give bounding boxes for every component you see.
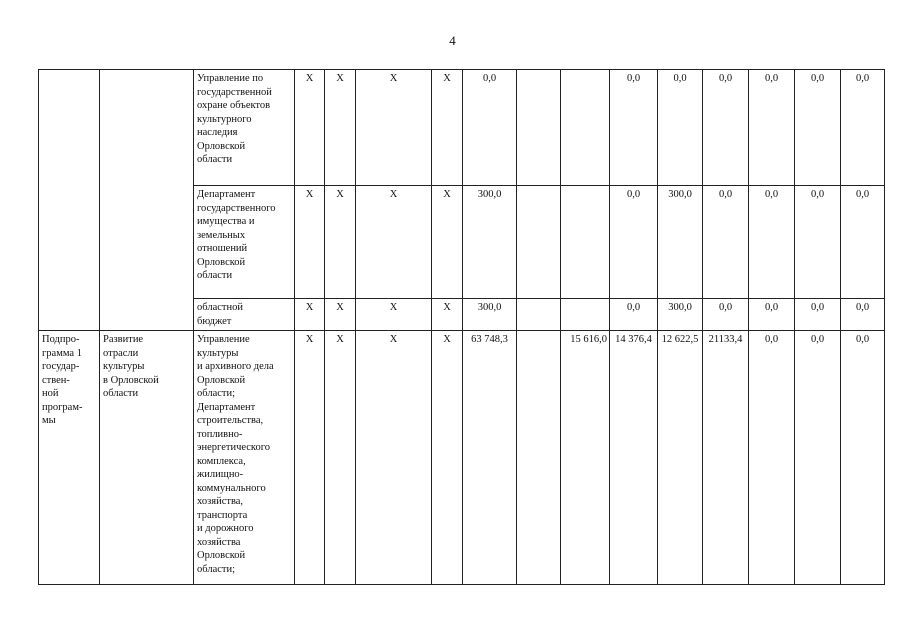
- value-cell: 0,0: [703, 186, 749, 299]
- value-cell: 14 376,4: [610, 331, 658, 585]
- value-cell: [517, 70, 561, 186]
- program-cell: [39, 70, 100, 331]
- executor-cell: областной бюджет: [194, 299, 295, 331]
- code-cell: X: [295, 331, 325, 585]
- value-cell: 0,0: [703, 70, 749, 186]
- value-cell: 0,0: [841, 331, 885, 585]
- code-cell: X: [325, 70, 356, 186]
- value-cell: 21133,4: [703, 331, 749, 585]
- value-cell: 0,0: [658, 70, 703, 186]
- value-cell: [561, 70, 610, 186]
- value-cell: 0,0: [749, 186, 795, 299]
- executor-cell: Департамент государственного имущества и земельных отношений Орловской области: [194, 186, 295, 299]
- code-cell: X: [325, 186, 356, 299]
- value-cell: 300,0: [658, 186, 703, 299]
- value-cell: 0,0: [749, 299, 795, 331]
- value-cell: 0,0: [795, 331, 841, 585]
- total-cell: 300,0: [463, 299, 517, 331]
- total-cell: 0,0: [463, 70, 517, 186]
- total-cell: 300,0: [463, 186, 517, 299]
- value-cell: 0,0: [841, 299, 885, 331]
- table-row: [39, 70, 885, 186]
- total-cell: 63 748,3: [463, 331, 517, 585]
- value-cell: [517, 331, 561, 585]
- value-cell: 300,0: [658, 299, 703, 331]
- value-cell: 0,0: [795, 70, 841, 186]
- program-cell: Подпро- грамма 1 государ- ствен- ной програм- мы: [39, 331, 100, 585]
- code-cell: X: [356, 186, 432, 299]
- value-cell: 0,0: [610, 186, 658, 299]
- code-cell: X: [295, 186, 325, 299]
- code-cell: X: [432, 299, 463, 331]
- value-cell: 15 616,0: [561, 331, 610, 585]
- code-cell: X: [356, 331, 432, 585]
- executor-cell: Управление по государственной охране объектов культурного наследия Орловской области: [194, 70, 295, 186]
- value-cell: 0,0: [841, 70, 885, 186]
- value-cell: 0,0: [610, 299, 658, 331]
- value-cell: 0,0: [795, 299, 841, 331]
- code-cell: X: [432, 331, 463, 585]
- value-cell: [517, 186, 561, 299]
- value-cell: 0,0: [749, 70, 795, 186]
- value-cell: 0,0: [795, 186, 841, 299]
- value-cell: [561, 299, 610, 331]
- code-cell: X: [295, 299, 325, 331]
- code-cell: X: [356, 70, 432, 186]
- subprogram-cell: [100, 70, 194, 331]
- code-cell: X: [432, 186, 463, 299]
- table-row: [39, 331, 885, 585]
- value-cell: 0,0: [610, 70, 658, 186]
- value-cell: 0,0: [841, 186, 885, 299]
- code-cell: X: [325, 299, 356, 331]
- page-number: 4: [449, 33, 456, 48]
- code-cell: X: [356, 299, 432, 331]
- value-cell: 0,0: [703, 299, 749, 331]
- code-cell: X: [325, 331, 356, 585]
- executor-cell: Управление культуры и архивного дела Орловской области; Департамент строительства, топливно- энергетического комплекса, жилищно- коммунального хозяйства, транспорта и дорожного хозяйства Орловской области;: [194, 331, 295, 585]
- code-cell: X: [432, 70, 463, 186]
- value-cell: 0,0: [749, 331, 795, 585]
- subprogram-cell: Развитие отрасли культуры в Орловской области: [100, 331, 194, 585]
- value-cell: 12 622,5: [658, 331, 703, 585]
- value-cell: [517, 299, 561, 331]
- budget-table: [38, 69, 885, 585]
- value-cell: [561, 186, 610, 299]
- code-cell: X: [295, 70, 325, 186]
